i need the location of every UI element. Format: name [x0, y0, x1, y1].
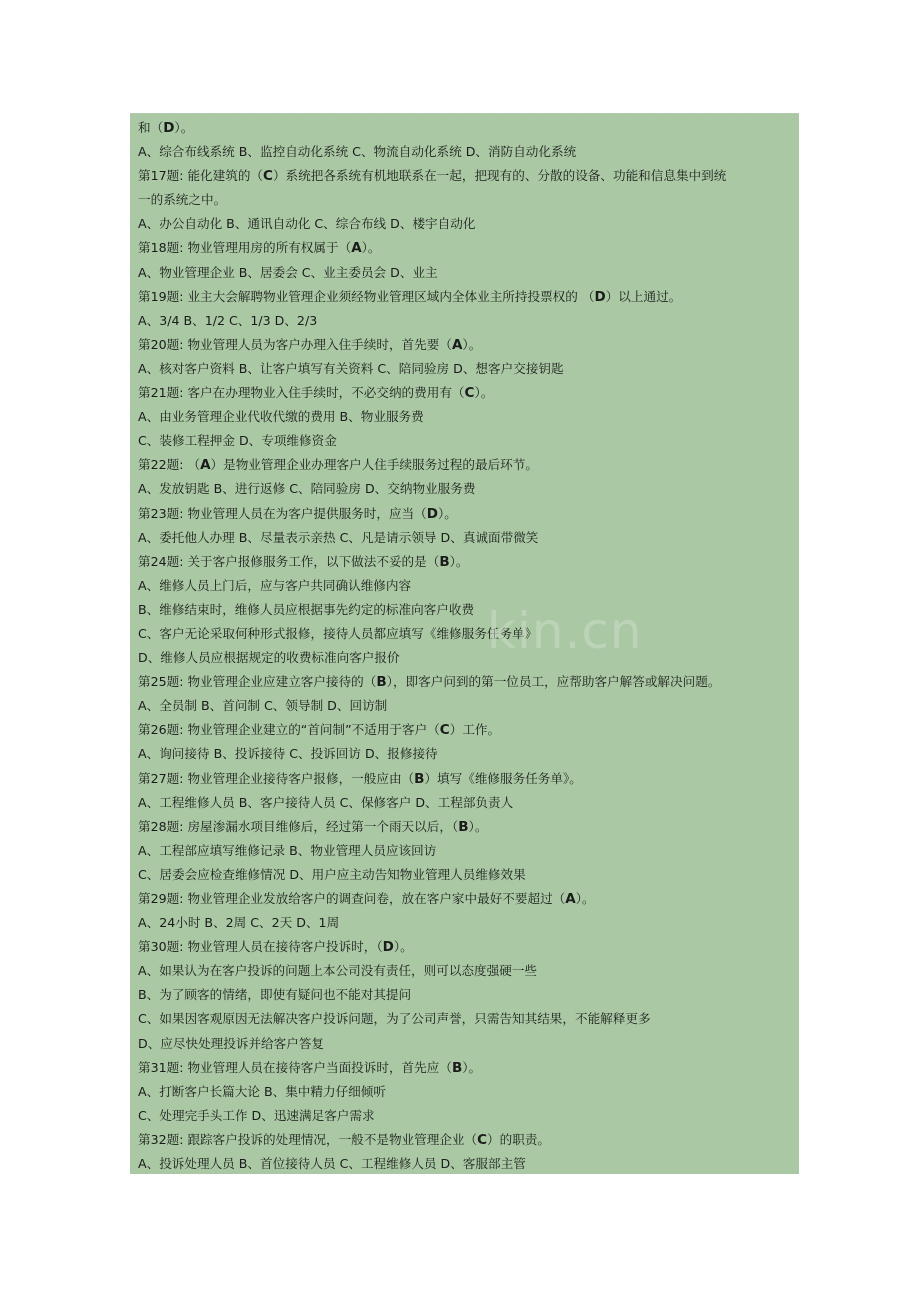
answer-letter: D	[163, 120, 175, 136]
text-line	[130, 164, 799, 188]
line-text-tail: ）是物业管理企业办理客户人住手续服务过程的最后环节。	[210, 457, 538, 473]
line-text: 第29题: 物业管理企业发放给客户的调查问卷，放在客户家中最好不要超过（	[138, 891, 566, 906]
line-text: A、询问接待 B、投诉接待 C、投诉回访 D、报修接待	[138, 746, 438, 762]
text-line	[130, 694, 799, 718]
line-text: 第27题: 物业管理企业接待客户报修，一般应由（	[138, 770, 415, 786]
line-text: A、3/4 B、1/2 C、1/3 D、2/3	[138, 312, 318, 328]
line-text: 第25题: 物业管理企业应建立客户接待的（	[138, 674, 377, 690]
line-text-tail: ）。	[174, 120, 194, 135]
answer-letter: D	[594, 288, 606, 305]
line-text: B、维修结束时，维修人员应根据事先约定的标准向客户收费	[138, 601, 475, 617]
line-text: A、物业管理企业 B、居委会 C、业主委员会 D、业主	[138, 264, 438, 280]
answer-letter: C	[439, 722, 450, 739]
line-text: A、发放钥匙 B、进行返修 C、陪同验房 D、交纳物业服务费	[138, 481, 476, 497]
text-line	[130, 1128, 799, 1152]
answer-letter: C	[464, 385, 475, 402]
line-text-tail: ）。	[437, 505, 457, 521]
answer-letter: C	[263, 168, 273, 185]
line-text: 第32题: 跟踪客户投诉的处理情况，一般不是物业管理企业（	[138, 1131, 478, 1147]
line-text: C、客户无论采取何种形式报修，接待人员都应填写《维修服务任务单》	[138, 625, 538, 641]
line-text: D、应尽快处理投诉并给客户答复	[138, 1035, 325, 1051]
line-text: A、如果认为在客户投诉的问题上本公司没有责任，则可以态度强硬一些	[138, 963, 538, 979]
answer-letter: A	[351, 240, 362, 257]
text-line	[130, 839, 799, 863]
text-line	[130, 188, 799, 212]
line-text: C、如果因客观原因无法解决客户投诉问题，为了公司声誉，只需告知其结果，不能解释更多	[138, 1011, 651, 1027]
line-text: 第18题: 物业管理用房的所有权属于（	[138, 240, 352, 256]
line-text: A、维修人员上门后，应与客户共同确认维修内容	[138, 577, 412, 593]
line-text-tail: ）。	[449, 553, 469, 569]
answer-letter: B	[439, 553, 450, 570]
text-line	[130, 285, 799, 309]
text-line	[130, 1007, 799, 1031]
line-text: 第31题: 物业管理人员在接待客户当面投诉时，首先应（	[138, 1059, 452, 1075]
text-line	[130, 212, 799, 236]
text-line	[130, 357, 799, 381]
text-line	[130, 477, 799, 501]
line-text: C、居委会应检查维修情况 D、用户应主动告知物业管理人员维修效果	[138, 866, 526, 882]
line-text-tail: ），即客户问到的第一位员工，应帮助客户解答或解决问题。	[386, 674, 721, 690]
line-text: 第17题: 能化建筑的（	[138, 168, 264, 184]
answer-letter: B	[414, 770, 425, 787]
line-text: A、投诉处理人员 B、首位接待人员 C、工程维修人员 D、客服部主管	[138, 1156, 526, 1172]
line-text: 第20题: 物业管理人员为客户办理入住手续时，首先要（	[138, 336, 452, 352]
line-text-tail: ）工作。	[449, 722, 501, 738]
answer-letter: D	[426, 505, 438, 522]
line-text-tail: ）。	[575, 891, 595, 906]
line-text: 第23题: 物业管理人员在为客户提供服务时，应当（	[138, 505, 427, 521]
text-line	[130, 935, 799, 959]
text-line	[130, 598, 799, 622]
line-text: A、24小时 B、2周 C、2天 D、1周	[138, 915, 340, 931]
line-text: 第26题: 物业管理企业建立的“首问制”不适用于客户（	[138, 722, 440, 738]
line-text: A、由业务管理企业代收代缴的费用 B、物业服务费	[138, 409, 424, 425]
text-line	[130, 333, 799, 357]
line-text: 第22题: （	[138, 457, 201, 473]
line-text-tail: ）。	[468, 818, 488, 834]
answer-letter: B	[376, 674, 387, 691]
answer-letter: C	[477, 1131, 488, 1148]
text-line	[130, 453, 799, 477]
line-text: A、核对客户资料 B、让客户填写有关资料 C、陪同验房 D、想客户交接钥匙	[138, 360, 564, 376]
text-line	[130, 1080, 799, 1104]
line-text: A、工程部应填写维修记录 B、物业管理人员应该回访	[138, 842, 437, 858]
text-line	[130, 140, 799, 164]
text-line	[130, 718, 799, 742]
answer-letter: B	[451, 1059, 463, 1076]
line-text: 第21题: 客户在办理物业入住手续时，不必交纳的费用有（	[138, 385, 465, 401]
line-text: 第30题: 物业管理人员在接待客户投诉时，（	[138, 939, 383, 955]
answer-letter: A	[451, 336, 463, 353]
text-line	[130, 742, 799, 766]
answer-letter: D	[382, 939, 394, 956]
text-line	[130, 526, 799, 550]
line-text-tail: ）。	[474, 385, 494, 401]
line-text-tail: ）系统把各系统有机地联系在一起，把现有的、分散的设备、功能和信息集中到统	[272, 168, 727, 184]
text-line	[130, 405, 799, 429]
line-text-tail: ）。	[462, 1059, 482, 1075]
text-line	[130, 574, 799, 598]
line-text: A、委托他人办理 B、尽量表示亲热 C、凡是请示领导 D、真诚面带微笑	[138, 529, 539, 545]
text-line	[130, 983, 799, 1007]
watermark: kin.cn	[487, 602, 643, 660]
text-line	[130, 1152, 799, 1176]
text-line	[130, 381, 799, 405]
line-text: A、办公自动化 B、通讯自动化 C、综合布线 D、楼宇自动化	[138, 216, 476, 232]
line-text-tail: ）填写《维修服务任务单》。	[424, 770, 582, 786]
text-line	[130, 261, 799, 285]
text-line	[130, 622, 799, 646]
line-text-tail: ）。	[393, 939, 413, 955]
text-line	[130, 309, 799, 333]
text-line	[130, 670, 799, 694]
text-line	[130, 1032, 799, 1056]
text-line	[130, 646, 799, 670]
line-text: C、装修工程押金 D、专项维修资金	[138, 433, 337, 449]
text-line	[130, 863, 799, 887]
line-text: 第24题: 关于客户报修服务工作，以下做法不妥的是（	[138, 553, 440, 569]
text-line	[130, 116, 799, 140]
text-line	[130, 236, 799, 260]
line-text-tail: ）的职责。	[487, 1131, 551, 1147]
line-text-tail: ）。	[462, 336, 482, 352]
line-text: 第19题: 业主大会解聘物业管理企业须经物业管理区域内全体业主所持投票权的 （	[138, 288, 595, 304]
line-text: A、打断客户长篇大论 B、集中精力仔细倾听	[138, 1083, 386, 1099]
line-text: C、处理完手头工作 D、迅速满足客户需求	[138, 1107, 375, 1123]
text-line	[130, 887, 799, 911]
text-line	[130, 767, 799, 791]
line-text: A、全员制 B、首问制 C、领导制 D、回访制	[138, 698, 388, 714]
line-text-tail: ）以上通过。	[605, 288, 682, 304]
line-text: A、综合布线系统 B、监控自动化系统 C、物流自动化系统 D、消防自动化系统	[138, 144, 577, 160]
text-line	[130, 550, 799, 574]
line-text: D、维修人员应根据规定的收费标准向客户报价	[138, 650, 400, 666]
document-page	[130, 113, 799, 1174]
answer-letter: B	[458, 818, 469, 835]
text-line	[130, 959, 799, 983]
text-line	[130, 1056, 799, 1080]
text-line	[130, 429, 799, 453]
text-line	[130, 815, 799, 839]
line-text-tail: ）。	[361, 240, 381, 256]
line-text: 和（	[138, 120, 164, 135]
text-line	[130, 502, 799, 526]
answer-letter: A	[200, 457, 211, 474]
line-text: 一的系统之中。	[138, 192, 227, 208]
line-text: 第28题: 房屋渗漏水项目维修后，经过第一个雨天以后，（	[138, 818, 459, 834]
text-line	[130, 791, 799, 815]
answer-letter: A	[565, 891, 576, 907]
line-text: A、工程维修人员 B、客户接待人员 C、保修客户 D、工程部负责人	[138, 794, 514, 810]
text-line	[130, 911, 799, 935]
line-text: B、为了顾客的情绪，即使有疑问也不能对其提问	[138, 987, 412, 1003]
text-line	[130, 1104, 799, 1128]
